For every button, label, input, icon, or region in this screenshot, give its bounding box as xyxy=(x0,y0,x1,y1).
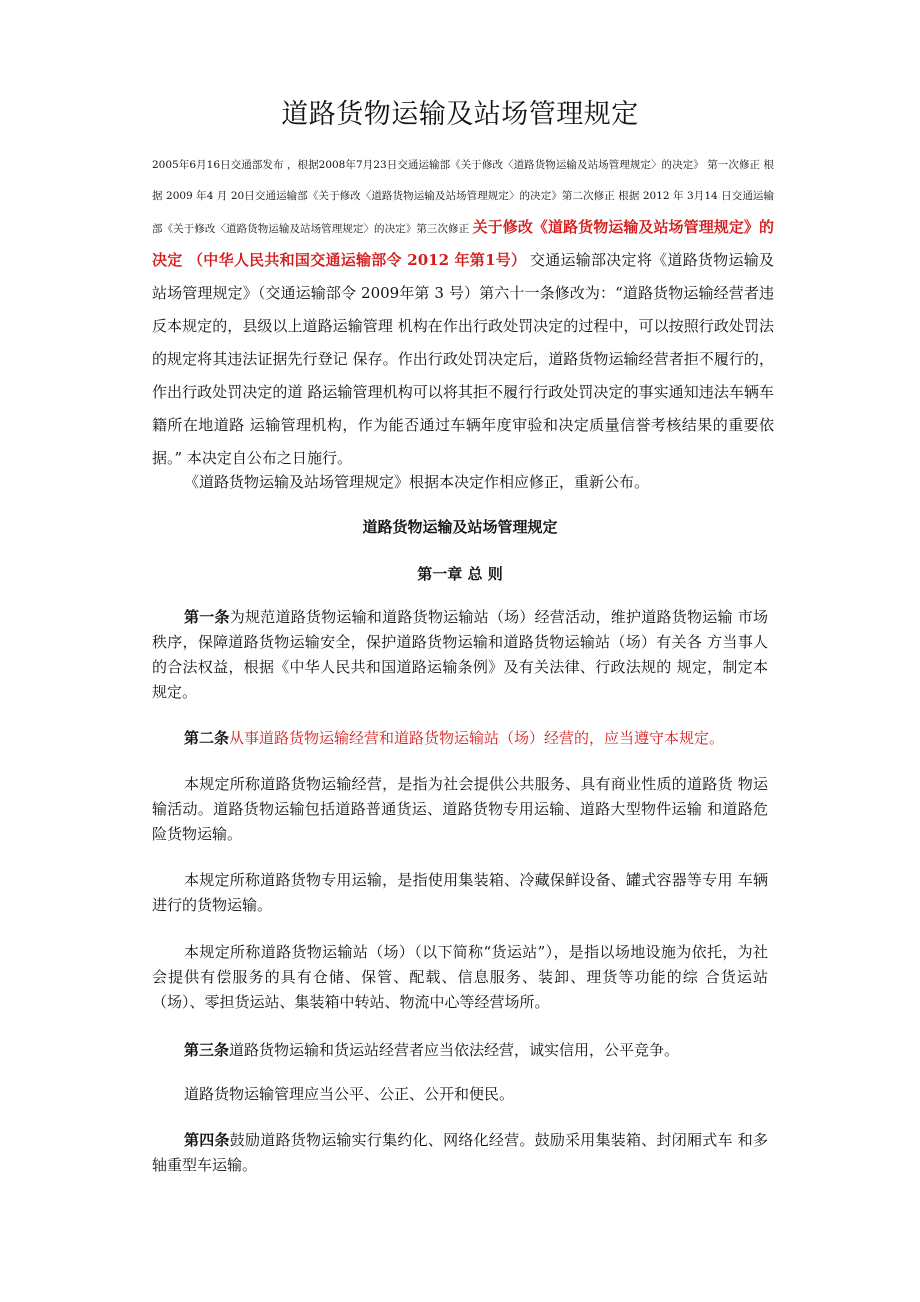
article-3 xyxy=(152,1038,768,1063)
republish-note: 《道路货物运输及站场管理规定》根据本决定作相应修正，重新公布。 xyxy=(184,473,650,491)
article-4-label: 第四条 xyxy=(184,1131,230,1149)
document-title: 道路货物运输及站场管理规定 xyxy=(281,99,639,130)
article-1 xyxy=(152,605,768,705)
article-2-paragraph-4: 本规定所称道路货物运输站（场）（以下简称“货运站”），是指以场地设施为依托，为社会提供有偿服务的具有仓储、保管、配载、信息服务、装卸、理货等功能的综 合货运站（场）、零担货运站、集装箱中转站、物流中心等经营场所。 xyxy=(152,943,768,1011)
article-2-text: 从事道路货物运输经营和道路货物运输站（场）经营的，应当遵守本规定。 xyxy=(229,729,725,747)
decision-intro: 交通运输部决定将《道路货物运输及站场管理规定》（交通运输部令 2009年第 3 号）第六十一条修改为：“道路货物运输经营者违反本规定的，县级以上道路运输管理 机构在作出行政处罚决定的过程中，可以按照行政处罚法的规定将其违法证据先行登记 保存。作出行政处罚决定后，道路货物运输经营者拒不履行的，作出行政处罚决定的道 路运输管理机构可以将其拒不履行行政处罚决定的事实通知违法车辆车籍所在地道路 运输管理机构，作为能否通过车辆年度审验和决定质量信誉考核结果的重要依据。” 本决定自公布之日施行。 xyxy=(152,251,774,467)
revision-history-text: 2005年6月16日交通部发布 ，根据2008年7月23日交通运输部《关于修改〈道路货物运输及站场管理规定〉的决定》 第一次修正 根据 2009 年4 月 20日交通运输部《关于修改〈道路货物运输及站场管理规定〉的决定》第二次修正 根据 2012 年 3月14 日交通运输部《关于修改〈道路货物运输及站场管理规定〉的决定》第三次修正 xyxy=(152,159,774,235)
chapter-heading: 第一章 总 则 xyxy=(417,565,503,583)
article-4 xyxy=(152,1128,768,1178)
article-1-label: 第一条 xyxy=(184,608,230,626)
article-2-paragraph-2: 本规定所称道路货物运输经营，是指为社会提供公共服务、具有商业性质的道路货 物运输活动。道路货物运输包括道路普通货运、道路货物专用运输、道路大型物件运输 和道路危险货物运输。 xyxy=(152,775,768,843)
article-2 xyxy=(152,726,768,751)
decision-title: 关于修改《道路货物运输及站场管理规定》的决定 （中华人民共和国交通运输部令 2012 年第1号） xyxy=(152,218,774,269)
article-3-text: 道路货物运输和货运站经营者应当依法经营，诚实信用，公平竞争。 xyxy=(229,1041,680,1059)
article-4-text: 鼓励道路货物运输实行集约化、网络化经营。鼓励采用集装箱、封闭厢式车 和多轴重型车运输。 xyxy=(152,1131,768,1174)
regulation-subtitle: 道路货物运输及站场管理规定 xyxy=(362,518,558,536)
article-1-text: 为规范道路货物运输和道路货物运输站（场）经营活动，维护道路货物运输 市场秩序，保障道路货物运输安全，保护道路货物运输和道路货物运输站（场）有关各 方当事人的合法权益，根据《中华人民共和国道路运输条例》及有关法律、行政法规的 规定，制定本规定。 xyxy=(152,608,768,701)
revision-history xyxy=(152,150,774,476)
article-3-label: 第三条 xyxy=(184,1041,230,1059)
article-3-paragraph-2: 道路货物运输管理应当公平、公正、公开和便民。 xyxy=(184,1085,515,1103)
article-2-paragraph-3: 本规定所称道路货物专用运输，是指使用集装箱、冷藏保鲜设备、罐式容器等专用 车辆进行的货物运输。 xyxy=(152,871,768,914)
article-2-label: 第二条 xyxy=(184,729,230,747)
